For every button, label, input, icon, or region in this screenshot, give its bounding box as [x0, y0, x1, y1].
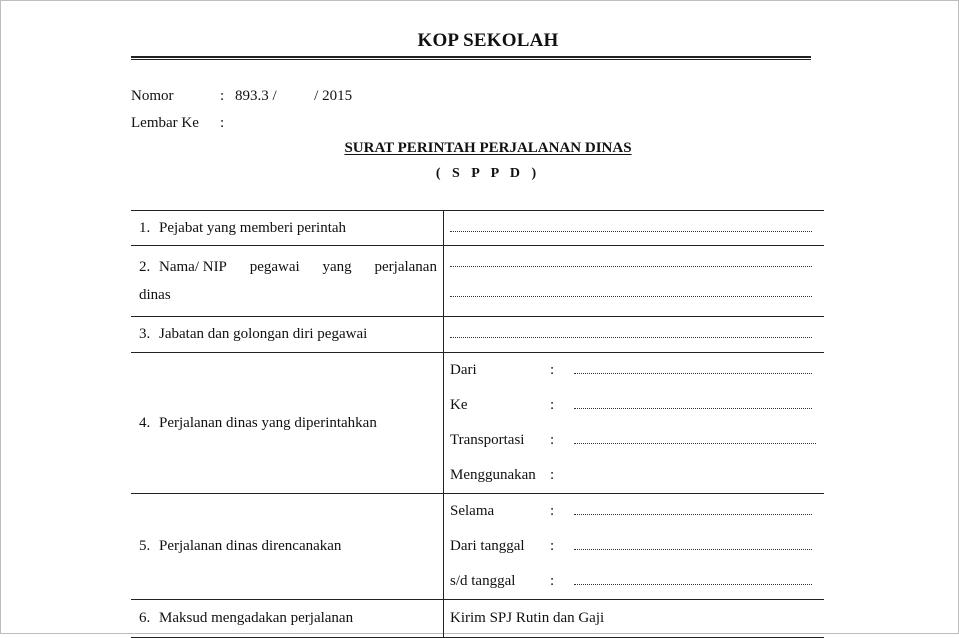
row-2-label-a: Nama/ NIP	[159, 259, 227, 275]
row-2-label-b: pegawai	[249, 259, 300, 275]
row-6-label: Maksud mengadakan perjalanan	[159, 610, 354, 626]
menggunakan-colon: :	[550, 467, 555, 483]
dari-dotted-field[interactable]	[574, 363, 812, 374]
row-4-label: Perjalanan dinas yang diperintahkan	[159, 414, 377, 431]
row-1-value-cell	[444, 211, 825, 246]
row-6-value-cell	[444, 600, 825, 638]
lembar-label: Lembar Ke	[131, 115, 199, 131]
row-1-number: 1.	[139, 219, 151, 236]
row-3-number: 3.	[139, 326, 151, 342]
ke-colon: :	[550, 397, 555, 413]
row-4-value-cell	[444, 353, 825, 494]
row-6-number: 6.	[139, 610, 151, 626]
transportasi-dotted-field[interactable]	[574, 433, 816, 444]
form-row-3	[131, 317, 824, 353]
dari-label: Dari	[450, 362, 477, 378]
row-2-number: 2.	[139, 259, 151, 275]
ke-dotted-field[interactable]	[574, 398, 812, 409]
selama-label: Selama	[450, 503, 495, 519]
letterhead-title: KOP SEKOLAH	[417, 30, 559, 51]
letterhead-rule	[131, 56, 811, 60]
menggunakan-label: Menggunakan	[450, 467, 536, 483]
row-1-label-cell	[131, 211, 444, 246]
row-5-value-cell	[444, 494, 825, 600]
row-5-label-cell	[131, 494, 444, 600]
dari-line	[450, 353, 824, 388]
selama-colon: :	[550, 503, 555, 519]
sd-tanggal-label: s/d tanggal	[450, 573, 516, 589]
ke-line	[450, 388, 824, 423]
sd-tanggal-colon: :	[550, 573, 555, 589]
row-1-dotted-field[interactable]	[450, 221, 812, 232]
row-2-line-2	[450, 285, 824, 307]
row-3-value-cell	[444, 317, 825, 353]
document-title-text: SURAT PERINTAH PERJALANAN DINAS	[344, 140, 632, 156]
selama-dotted-field[interactable]	[574, 504, 812, 515]
selama-line	[450, 494, 824, 529]
sd-tanggal-dotted-field[interactable]	[574, 574, 812, 585]
dari-tanggal-dotted-field[interactable]	[574, 539, 812, 550]
row-2-label-e: dinas	[139, 287, 171, 303]
dari-tanggal-label: Dari tanggal	[450, 538, 525, 554]
row-2-value-cell	[444, 246, 825, 317]
row-4-label-cell	[131, 353, 444, 494]
form-row-5	[131, 494, 824, 600]
ke-label: Ke	[450, 397, 468, 413]
row-2-dotted-field-1[interactable]	[450, 256, 812, 267]
dari-tanggal-colon: :	[550, 538, 555, 554]
dari-tanggal-line	[450, 529, 824, 564]
row-4-number: 4.	[139, 414, 151, 431]
sppd-form-table	[131, 210, 824, 638]
form-row-1	[131, 211, 824, 246]
lembar-colon: :	[220, 115, 225, 131]
document-title	[0, 140, 959, 157]
row-3-label-cell	[131, 317, 444, 353]
row-5-number: 5.	[139, 538, 151, 554]
nomor-label: Nomor	[131, 88, 174, 104]
sd-tanggal-line	[450, 564, 824, 599]
transportasi-line	[450, 423, 824, 458]
row-3-dotted-field[interactable]	[450, 327, 812, 338]
row-2-line-1	[450, 255, 824, 285]
row-2-label-d: perjalanan	[374, 259, 437, 275]
form-row-6	[131, 600, 824, 638]
dari-colon: :	[550, 362, 555, 378]
row-5-label: Perjalanan dinas direncanakan	[159, 538, 342, 554]
row-2-label-c: yang	[322, 259, 352, 275]
menggunakan-line	[450, 458, 824, 493]
form-row-4	[131, 353, 824, 494]
document-subtitle: ( S P P D )	[435, 166, 541, 181]
transportasi-colon: :	[550, 432, 555, 448]
nomor-colon: :	[220, 88, 225, 104]
row-6-value: Kirim SPJ Rutin dan Gaji	[450, 610, 605, 626]
row-2-dotted-field-2[interactable]	[450, 286, 812, 297]
row-1-label: Pejabat yang memberi perintah	[159, 219, 347, 236]
form-row-2	[131, 246, 824, 317]
row-6-label-cell	[131, 600, 444, 638]
nomor-value: 893.3 / / 2015	[235, 88, 353, 104]
transportasi-label: Transportasi	[450, 432, 525, 448]
row-2-label-line-1	[139, 253, 437, 281]
row-3-label: Jabatan dan golongan diri pegawai	[159, 326, 368, 342]
row-2-label-cell	[131, 246, 444, 317]
